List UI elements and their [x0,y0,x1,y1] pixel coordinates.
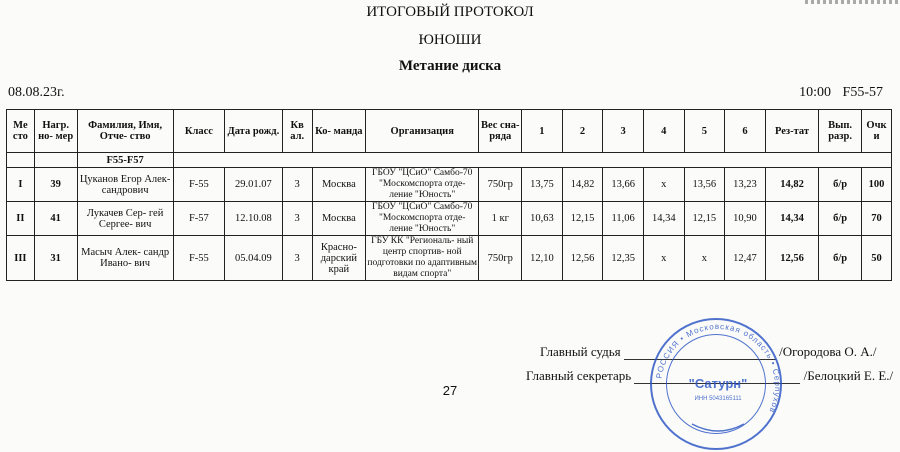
team: Красно- дарский край [312,236,365,281]
col-attempt-1: 1 [522,110,563,153]
athlete-name: Лукачев Сер- гей Сергее- вич [77,202,173,236]
attempt-5: 13,56 [684,168,725,202]
col-team: Ко- манда [312,110,365,153]
team: Москва [312,168,365,202]
weight: 750гр [479,168,522,202]
table-row [7,202,892,236]
page-number: 27 [442,383,458,398]
result: 12,56 [765,236,818,281]
document-title: ИТОГОВЫЙ ПРОТОКОЛ [366,4,534,20]
col-bib: Нагр. но- мер [34,110,77,153]
table-row [7,168,892,202]
col-weight: Вес сна- ряда [479,110,522,153]
organization: ГБОУ "ЦСиО" Самбо-70 "Москомспорта отде- ление "Юность" [366,168,479,202]
event-title: Метание диска [398,58,502,74]
chief-secretary-name: /Белоцкий Е. Е./ [803,368,894,383]
attempt-3: 13,66 [603,168,644,202]
qual: 3 [282,168,312,202]
col-rank: Вып. разр. [819,110,862,153]
attempt-2: 12,15 [562,202,603,236]
col-result: Рез-тат [765,110,818,153]
col-org: Организация [366,110,479,153]
col-name: Фамилия, Имя, Отче- ство [77,110,173,153]
stamp-title: "Сатурн" [688,376,748,391]
rank: б/р [819,236,862,281]
points: 100 [861,168,891,202]
chief-secretary-label: Главный секретарь [526,368,632,383]
chief-judge-name: /Огородова О. А./ [779,344,877,359]
stamp-inn: ИНН 5043165111 [694,396,742,402]
group-label: F55-F57 [77,153,173,168]
col-qual: Кв ал. [282,110,312,153]
col-points: Очк и [861,110,891,153]
dob: 05.04.09 [225,236,283,281]
header-row [7,110,892,153]
organization: ГБУ КК "Региональ- ный центр спортив- ной подготовки по адаптивным видам спорта" [367,236,478,279]
col-attempt-6: 6 [725,110,766,153]
dob: 12.10.08 [225,202,283,236]
attempt-6: 10,90 [725,202,766,236]
col-attempt-5: 5 [684,110,725,153]
chief-judge-label: Главный судья [540,344,621,359]
results-table [6,109,892,281]
attempt-2: 12,56 [562,236,603,281]
points: 70 [861,202,891,236]
place: I [7,168,35,202]
weight: 1 кг [479,202,522,236]
attempt-4: x [643,168,684,202]
col-dob: Дата рожд. [225,110,283,153]
table-row [7,236,892,281]
rank: б/р [819,168,862,202]
col-attempt-2: 2 [562,110,603,153]
event-time: 10:00 [799,85,832,100]
result: 14,34 [765,202,818,236]
qual: 3 [282,202,312,236]
col-class: Класс [173,110,224,153]
group-row [7,153,892,168]
rank: б/р [819,202,862,236]
athlete-name: Цуканов Егор Алек- сандрович [77,168,173,202]
athlete-name: Масыч Алек- сандр Ивано- вич [77,236,173,281]
attempt-4: x [643,236,684,281]
result: 14,82 [765,168,818,202]
bib: 31 [34,236,77,281]
team: Москва [312,202,365,236]
class: F-57 [173,202,224,236]
attempt-2: 14,82 [562,168,603,202]
class: F-55 [173,236,224,281]
col-place: Ме сто [7,110,35,153]
place: II [7,202,35,236]
stamp-outer-text: РОССИЯ • Московская область • Серпухов [654,321,783,415]
attempt-1: 10,63 [522,202,563,236]
weight: 750гр [479,236,522,281]
place: III [7,236,35,281]
attempt-4: 14,34 [643,202,684,236]
time-and-class [791,85,883,101]
bib: 41 [34,202,77,236]
attempt-5: 12,15 [684,202,725,236]
attempt-6: 13,23 [725,168,766,202]
col-attempt-4: 4 [643,110,684,153]
group-title: ЮНОШИ [418,32,482,48]
points: 50 [861,236,891,281]
attempt-3: 12,35 [603,236,644,281]
class-range: F55-57 [842,85,883,100]
organization: ГБОУ "ЦСиО" Самбо-70 "Москомспорта отде- ление "Юность" [366,202,479,236]
attempt-3: 11,06 [603,202,644,236]
attempt-5: x [684,236,725,281]
qual: 3 [282,236,312,281]
attempt-1: 12,10 [522,236,563,281]
attempt-6: 12,47 [725,236,766,281]
event-date: 08.08.23г. [8,85,65,100]
col-attempt-3: 3 [603,110,644,153]
bib: 39 [34,168,77,202]
attempt-1: 13,75 [522,168,563,202]
class: F-55 [173,168,224,202]
official-stamp [650,318,782,450]
dob: 29.01.07 [225,168,283,202]
